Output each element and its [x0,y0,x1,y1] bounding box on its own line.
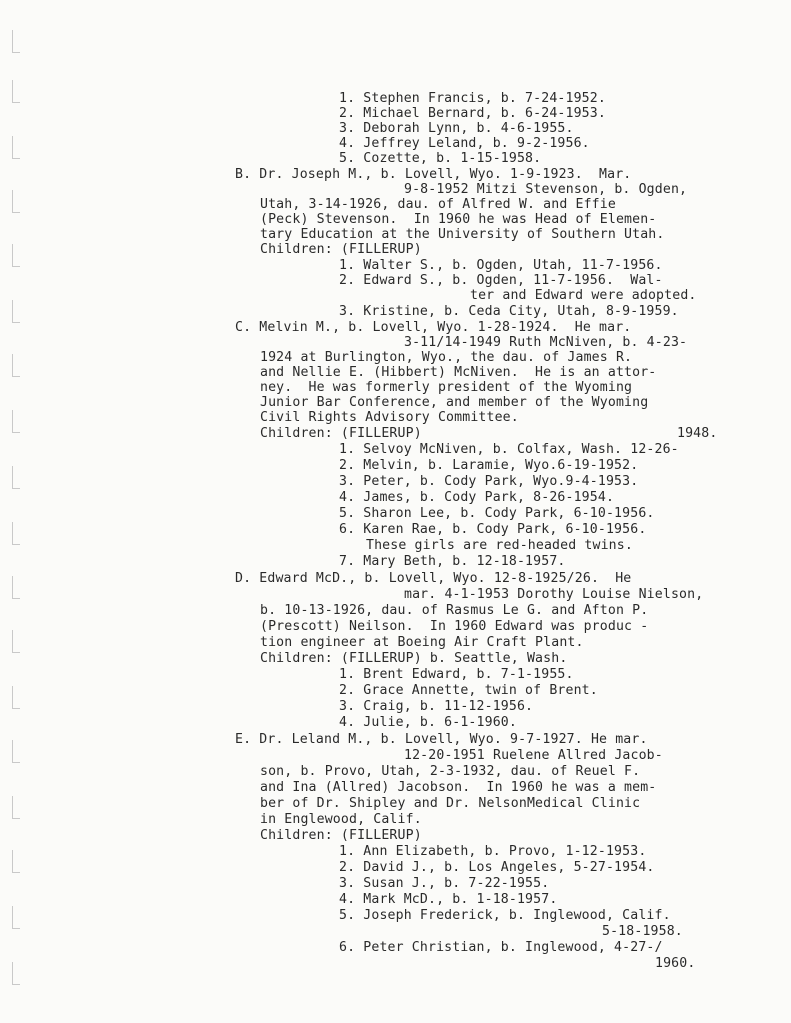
section-c-text: and Nellie E. (Hibbert) McNiven. He is an attor- [260,365,657,380]
child-entry-b2-cont: ter and Edward were adopted. [470,288,697,303]
child-entry-c2: 2. Melvin, b. Laramie, Wyo.6-19-1952. [339,458,639,473]
margin-tick [12,522,20,545]
margin-tick [12,796,20,819]
child-entry-b1: 1. Walter S., b. Ogden, Utah, 11-7-1956. [339,258,663,273]
child-entry-e1: 1. Ann Elizabeth, b. Provo, 1-12-1953. [339,844,647,859]
margin-tick [12,466,20,489]
children-label: Children: (FILLERUP) b. Seattle, Wash. [260,651,568,666]
section-c-text: 1924 at Burlington, Wyo., the dau. of James R. [260,350,633,365]
margin-tick [12,906,20,929]
section-d-text: (Prescott) Neilson. In 1960 Edward was produc - [260,619,649,634]
children-label: Children: (FILLERUP) [260,426,422,441]
margin-tick [12,190,20,213]
child-entry-c6: 6. Karen Rae, b. Cody Park, 6-10-1956. [339,522,647,537]
child-entry-e5-cont: 5-18-1958. [602,924,683,939]
section-c-text: Civil Rights Advisory Committee. [260,410,519,425]
margin-tick [12,740,20,763]
margin-tick [12,686,20,709]
child-entry-a4: 4. Jeffrey Leland, b. 9-2-1956. [339,136,590,151]
child-entry-d2: 2. Grace Annette, twin of Brent. [339,683,598,698]
child-entry-e3: 3. Susan J., b. 7-22-1955. [339,876,550,891]
section-d-text: mar. 4-1-1953 Dorothy Louise Nielson, [404,587,704,602]
margin-tick [12,80,20,103]
children-label: Children: (FILLERUP) [260,242,422,257]
child-entry-c4: 4. James, b. Cody Park, 8-26-1954. [339,490,615,505]
children-label: Children: (FILLERUP) [260,828,422,843]
margin-tick [12,354,20,377]
child-entry-c1: 1. Selvoy McNiven, b. Colfax, Wash. 12-26- [339,442,679,457]
child-entry-e6-cont: 1960. [655,956,696,971]
section-e-heading: E. Dr. Leland M., b. Lovell, Wyo. 9-7-1927. He mar. [235,732,648,747]
section-e-text: ber of Dr. Shipley and Dr. NelsonMedical Clinic [260,796,641,811]
margin-tick [12,300,20,323]
section-c-text: ney. He was formerly president of the Wyoming [260,380,633,395]
child-entry-a2: 2. Michael Bernard, b. 6-24-1953. [339,106,606,121]
section-c-text: 3-11/14-1949 Ruth McNiven, b. 4-23- [404,335,688,350]
section-c-heading: C. Melvin M., b. Lovell, Wyo. 1-28-1924. He mar. [235,320,632,335]
section-c-text: Junior Bar Conference, and member of the Wyoming [260,395,649,410]
section-b-text: 9-8-1952 Mitzi Stevenson, b. Ogden, [404,182,688,197]
child-entry-d3: 3. Craig, b. 11-12-1956. [339,699,534,714]
child-entry-c1-year: 1948. [677,426,718,441]
section-d-heading: D. Edward McD., b. Lovell, Wyo. 12-8-1925/26. He [235,571,632,586]
margin-tick [12,30,20,53]
section-d-text: b. 10-13-1926, dau. of Rasmus Le G. and Afton P. [260,603,649,618]
child-entry-c5: 5. Sharon Lee, b. Cody Park, 6-10-1956. [339,506,655,521]
child-entry-c6-note: These girls are red-headed twins. [366,538,633,553]
margin-tick [12,576,20,599]
section-b-heading: B. Dr. Joseph M., b. Lovell, Wyo. 1-9-1923. Mar. [235,167,632,182]
section-d-text: tion engineer at Boeing Air Craft Plant. [260,635,584,650]
child-entry-c3: 3. Peter, b. Cody Park, Wyo.9-4-1953. [339,474,639,489]
child-entry-a3: 3. Deborah Lynn, b. 4-6-1955. [339,121,574,136]
margin-tick [12,244,20,267]
section-b-text: (Peck) Stevenson. In 1960 he was Head of Elemen- [260,212,657,227]
margin-tick [12,410,20,433]
section-e-text: son, b. Provo, Utah, 2-3-1932, dau. of Reuel F. [260,764,641,779]
binder-margin-marks [0,0,30,1023]
margin-tick [12,850,20,873]
section-b-text: tary Education at the University of Southern Utah. [260,227,665,242]
child-entry-e2: 2. David J., b. Los Angeles, 5-27-1954. [339,860,655,875]
child-entry-e5: 5. Joseph Frederick, b. Inglewood, Calif. [339,908,671,923]
section-e-text: 12-20-1951 Ruelene Allred Jacob- [404,748,663,763]
section-e-text: in Englewood, Calif. [260,812,422,827]
margin-tick [12,136,20,159]
child-entry-c7: 7. Mary Beth, b. 12-18-1957. [339,554,566,569]
margin-tick [12,962,20,985]
child-entry-d4: 4. Julie, b. 6-1-1960. [339,715,517,730]
section-e-text: and Ina (Allred) Jacobson. In 1960 he was a mem- [260,780,657,795]
section-b-text: Utah, 3-14-1926, dau. of Alfred W. and Effie [260,197,616,212]
child-entry-e6: 6. Peter Christian, b. Inglewood, 4-27-/ [339,940,663,955]
child-entry-b3: 3. Kristine, b. Ceda City, Utah, 8-9-1959. [339,304,679,319]
child-entry-b2: 2. Edward S., b. Ogden, 11-7-1956. Wal- [339,273,663,288]
child-entry-e4: 4. Mark McD., b. 1-18-1957. [339,892,558,907]
child-entry-a1: 1. Stephen Francis, b. 7-24-1952. [339,91,606,106]
child-entry-d1: 1. Brent Edward, b. 7-1-1955. [339,667,574,682]
margin-tick [12,630,20,653]
child-entry-a5: 5. Cozette, b. 1-15-1958. [339,151,542,166]
